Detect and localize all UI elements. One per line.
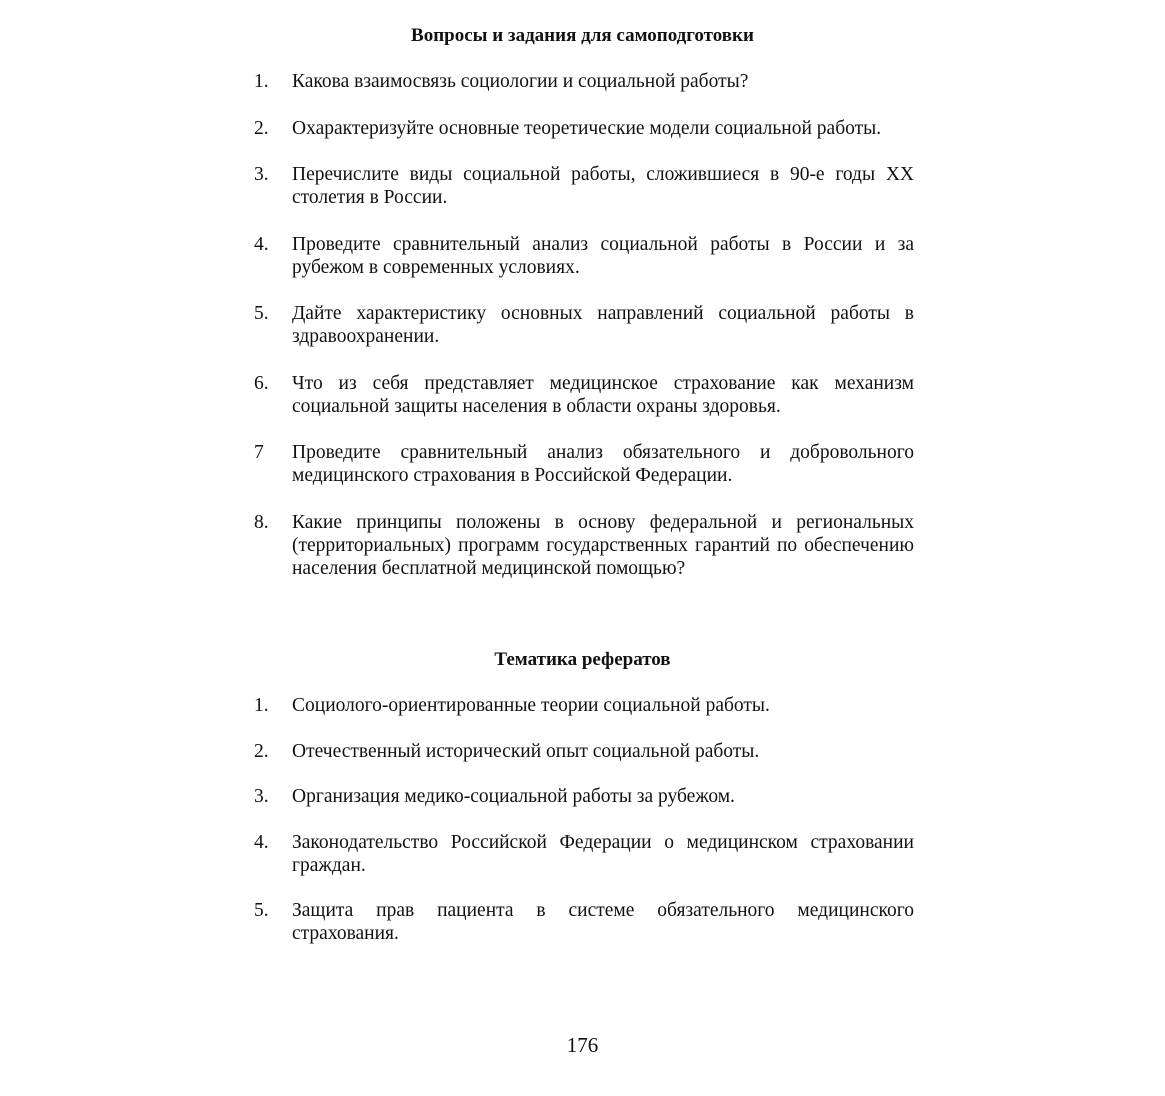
item-text: Отечественный исторический опыт социальной работы. (292, 740, 760, 762)
item-number: 3. (254, 786, 269, 807)
list-item (254, 372, 914, 418)
item-number: 2. (254, 740, 269, 762)
item-text: Что из себя представляет медицинское страхование как механизм социальной защиты населения в области охраны здоровья. (292, 372, 914, 417)
list-item (254, 163, 914, 209)
item-text: Охарактеризуйте основные теоретические модели социальной работы. (292, 117, 882, 139)
item-text: Какие принципы положены в основу федеральной и региональных (территориальных) программ государственных гарантий по обеспечению населения бесплатной медицинской помощью? (292, 511, 914, 579)
item-number: 4. (254, 831, 269, 853)
list-item (254, 233, 914, 279)
section-heading-self-study: Вопросы и задания для самоподготовки (411, 25, 754, 46)
item-number: 1. (254, 71, 269, 92)
item-number: 5. (254, 303, 269, 324)
item-number: 8. (254, 511, 269, 533)
item-number: 4. (254, 233, 269, 255)
essay-topic-list (254, 694, 914, 968)
list-item (254, 831, 914, 877)
list-item (254, 117, 914, 140)
item-number: 2. (254, 117, 269, 139)
item-text: Перечислите виды социальной работы, сложившиеся в 90-е годы XX столетия в России. (292, 164, 914, 208)
page-number: 176 (566, 1033, 599, 1057)
list-item (254, 740, 914, 763)
item-number: 6. (254, 372, 269, 394)
list-item (254, 694, 914, 717)
item-number: 3. (254, 164, 269, 185)
list-item (254, 511, 914, 580)
item-text: Дайте характеристику основных направлений социальной работы в здравоохранении. (292, 303, 914, 347)
section-heading-essay-topics: Тематика рефератов (494, 649, 671, 670)
item-number: 1. (254, 695, 269, 716)
list-item (254, 899, 914, 945)
list-item (254, 70, 914, 93)
item-text: Проведите сравнительный анализ социальной работы в России и за рубежом в современных условиях. (292, 233, 914, 278)
item-text: Социолого-ориентированные теории социальной работы. (292, 695, 770, 716)
item-text: Проведите сравнительный анализ обязательного и добровольного медицинского страхования в Российской Федерации. (292, 442, 914, 486)
item-text: Законодательство Российской Федерации о медицинском страховании граждан. (292, 831, 914, 876)
self-study-question-list (254, 70, 914, 603)
list-item (254, 785, 914, 808)
list-item (254, 302, 914, 348)
item-text: Организация медико-социальной работы за рубежом. (292, 786, 735, 807)
item-number: 5. (254, 900, 269, 921)
item-text: Какова взаимосвязь социологии и социальной работы? (292, 71, 749, 92)
item-text: Защита прав пациента в системе обязательного медицинского страхования. (292, 900, 914, 944)
item-number: 7 (254, 442, 264, 463)
list-item (254, 441, 914, 487)
